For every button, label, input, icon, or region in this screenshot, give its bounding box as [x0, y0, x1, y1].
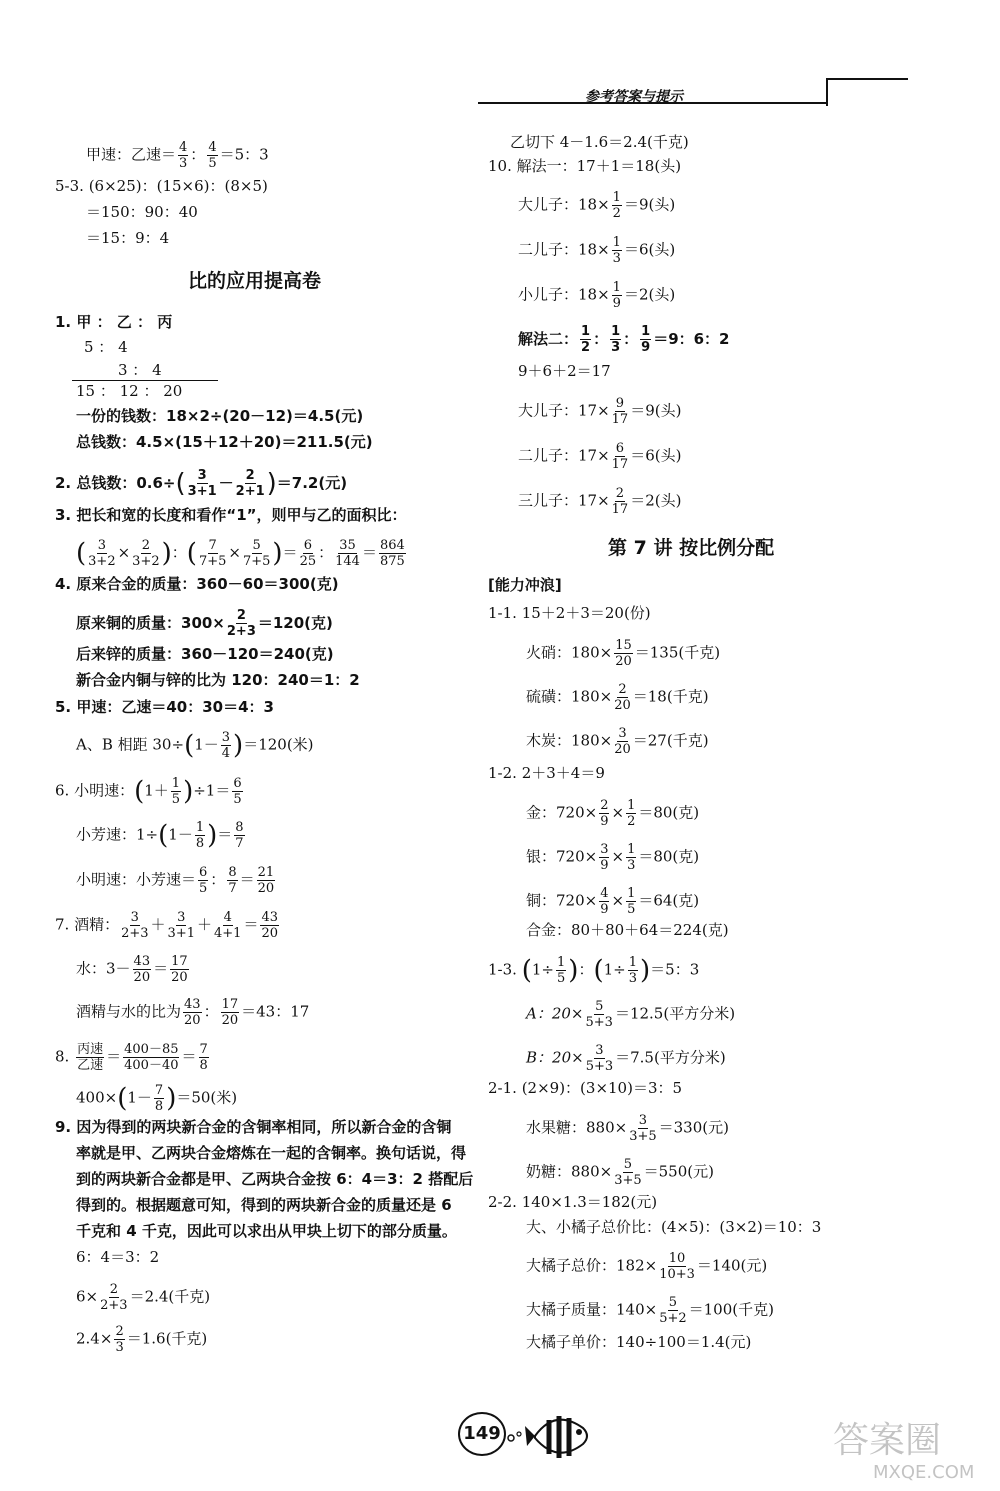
q4-line2: 原来铜的质量：300× $\frac{2}{2+3}$ ＝120(克): [76, 608, 333, 639]
q9-line6: 6：4＝3：2: [76, 1248, 160, 1266]
section-title-left: 比的应用提高卷: [188, 270, 322, 292]
q1-head: 1. 甲 ： 乙 ： 丙: [55, 313, 173, 331]
q7-line3: 酒精与水的比为 $\frac{43}{20}$ ： $\frac{17}{20}$ ＝43：17: [76, 997, 310, 1028]
p13-line1: 1-3. (1÷ $\frac{1}{5}$ )：(1÷ $\frac{1}{3}$ )＝5：3: [488, 955, 700, 986]
p13-b: B：20× $\frac{3}{5+3}$ ＝7.5(平方分米): [526, 1043, 726, 1074]
page-number: 149: [458, 1412, 506, 1456]
q1-row2: 3 ： 4: [118, 361, 162, 379]
q8-line1: 8. 丙速 乙速 ＝ $\frac{400-85}{400-40}$ ＝ $\frac{7}{8}$: [55, 1042, 208, 1073]
q1-row1: 5 ： 4: [84, 338, 128, 356]
q9-text-line4: 得到的。根据题意可知，得到的两块新合金的质量还是 6: [76, 1196, 452, 1214]
p21-b: 奶糖：880× $\frac{5}{3+5}$ ＝550(元): [526, 1157, 714, 1188]
q9-text-line2: 率就是甲、乙两块合金熔炼在一起的含铜率。换句话说，得: [76, 1144, 467, 1162]
p13-a: A：20× $\frac{5}{5+3}$ ＝12.5(平方分米): [526, 999, 736, 1030]
q3-line1: 3. 把长和宽的长度和看作“1”，则甲与乙的面积比：: [55, 506, 407, 524]
q10-line1: 10. 解法一：17＋1＝18(头): [488, 157, 682, 175]
q7-line2: 水：3－ $\frac{43}{20}$ ＝ $\frac{17}{20}$: [76, 954, 188, 985]
svg-text:MXQE.COM: MXQE.COM: [873, 1462, 975, 1482]
p12-b: 银：720× $\frac{3}{9}$ × $\frac{1}{3}$ ＝80(克): [526, 842, 700, 873]
header-title: 参考答案与提示: [585, 89, 683, 105]
q6-line2: 小芳速：1÷(1－ $\frac{1}{8}$ )＝ $\frac{8}{7}$: [76, 820, 244, 851]
q6-line3: 小明速：小芳速＝ $\frac{6}{5}$ ： $\frac{8}{7}$ ＝ $\frac{21}{20}$: [76, 865, 275, 896]
q5-line2: A、B 相距 30÷(1－ $\frac{3}{4}$ )＝120(米): [76, 730, 314, 761]
q7-line1: 7. 酒精： $\frac{3}{2+3}$ ＋ $\frac{3}{3+1}$ ＋ $\frac{4}{4+1}$ ＝ $\frac{43}{20}$: [55, 910, 278, 941]
answer-5-3-line2: ＝150：90：40: [86, 203, 198, 221]
p22-c: 大橘子单价：140÷100＝1.4(元): [526, 1333, 752, 1351]
answer-5-3-line3: ＝15：9：4: [86, 229, 170, 247]
q10-a2: 二儿子：18× $\frac{1}{3}$ ＝6(头): [518, 235, 676, 266]
p22-a: 大橘子总价：182× $\frac{10}{10+3}$ ＝140(元): [526, 1251, 768, 1282]
q8-line2: 400×(1－ $\frac{7}{8}$ )＝50(米): [76, 1083, 238, 1114]
p12-line1: 1-2. 2＋3＋4＝9: [488, 764, 605, 782]
q4-line4: 新合金内铜与锌的比为 120：240＝1：2: [76, 671, 360, 689]
q2-line: 2. 总钱数：0.6÷( $\frac{3}{3+1}$ － $\frac{2}{2+1}$ )＝7.2(元): [55, 468, 348, 499]
p11-a: 火硝：180× $\frac{15}{20}$ ＝135(千克): [526, 638, 721, 669]
q10-sum: 9＋6＋2＝17: [518, 362, 611, 380]
answer-5-3-line1: 5-3. (6×25)：(15×6)：(8×5): [55, 177, 268, 195]
q4-line3: 后来锌的质量：360－120＝240(克): [76, 645, 334, 663]
q4-line1: 4. 原来合金的质量：360－60＝300(克): [55, 575, 339, 593]
q10-b1: 大儿子：17× $\frac{9}{17}$ ＝9(头): [518, 396, 682, 427]
p11-line1: 1-1. 15＋2＋3＝20(份): [488, 604, 651, 622]
q9-text-line1: 9. 因为得到的两块新合金的含铜率相同，所以新合金的含铜: [55, 1118, 452, 1136]
q9-line7: 6× $\frac{2}{2+3}$ ＝2.4(千克): [76, 1282, 211, 1313]
q1-line4: 一份的钱数：18×2÷(20－12)＝4.5(元): [76, 407, 364, 425]
p22-line1: 2-2. 140×1.3＝182(元): [488, 1193, 658, 1211]
p11-b: 硫磺：180× $\frac{2}{20}$ ＝18(千克): [526, 682, 709, 713]
q10-b2: 二儿子：17× $\frac{6}{17}$ ＝6(头): [518, 441, 682, 472]
p12-d: 合金：80＋80＋64＝224(克): [526, 921, 729, 939]
p11-c: 木炭：180× $\frac{3}{20}$ ＝27(千克): [526, 726, 709, 757]
right-top-line: 乙切下 4－1.6＝2.4(千克): [510, 133, 689, 151]
p22-b: 大橘子质量：140× $\frac{5}{5+2}$ ＝100(千克): [526, 1295, 774, 1326]
q10-method2: 解法二： $\frac{1}{2}$ ： $\frac{1}{3}$ ： $\frac{1}{9}$ ＝9：6：2: [518, 324, 730, 355]
svg-text:答案圈: 答案圈: [833, 1420, 942, 1461]
q5-line1: 5. 甲速：乙速＝40：30＝4：3: [55, 698, 274, 716]
q10-b3: 三儿子：17× $\frac{2}{17}$ ＝2(头): [518, 486, 682, 517]
section-title-right: 第 7 讲 按比例分配: [608, 537, 775, 559]
fish-icon: [505, 1398, 595, 1468]
p12-a: 金：720× $\frac{2}{9}$ × $\frac{1}{2}$ ＝80(克): [526, 798, 700, 829]
q1-row3: 15 ： 12 ： 20: [76, 382, 183, 400]
q10-a1: 大儿子：18× $\frac{1}{2}$ ＝9(头): [518, 190, 676, 221]
p22-line2: 大、小橘子总价比：(4×5)：(3×2)＝10：3: [526, 1218, 822, 1236]
watermark-logo: [828, 1412, 993, 1482]
q9-text-line5: 千克和 4 千克，因此可以求出从甲块上切下的部分质量。: [76, 1222, 457, 1240]
ratio-line: 甲速：乙速＝ $\frac{4}{3}$ ： $\frac{4}{5}$ ＝5：3: [86, 140, 269, 171]
p21-line1: 2-1. (2×9)：(3×10)＝3：5: [488, 1079, 683, 1097]
q1-line5: 总钱数：4.5×(15＋12＋20)＝211.5(元): [76, 433, 373, 451]
p12-c: 铜：720× $\frac{4}{9}$ × $\frac{1}{5}$ ＝64(克): [526, 886, 700, 917]
subsection-label: [能力冲浪]: [488, 576, 562, 594]
p21-a: 水果糖：880× $\frac{3}{3+5}$ ＝330(元): [526, 1113, 729, 1144]
header-corner-rule: [826, 78, 908, 106]
q9-text-line3: 到的两块新合金都是甲、乙两块合金按 6：4＝3：2 搭配后: [76, 1170, 474, 1188]
q9-line8: 2.4× $\frac{2}{3}$ ＝1.6(千克): [76, 1324, 208, 1355]
q6-line1: 6. 小明速：(1＋ $\frac{1}{5}$ )÷1＝ $\frac{6}{5}$: [55, 776, 242, 807]
q10-a3: 小儿子：18× $\frac{1}{9}$ ＝2(头): [518, 280, 676, 311]
q3-line2: ( $\frac{3}{3+2}$ × $\frac{2}{3+2}$ )：( $\frac{7}{7+5}$ × $\frac{5}{7+5}$ )＝ $\frac{6}{25}$ ： $\frac{35}{144}$ ＝ $\frac{864}{875}$: [76, 538, 405, 569]
